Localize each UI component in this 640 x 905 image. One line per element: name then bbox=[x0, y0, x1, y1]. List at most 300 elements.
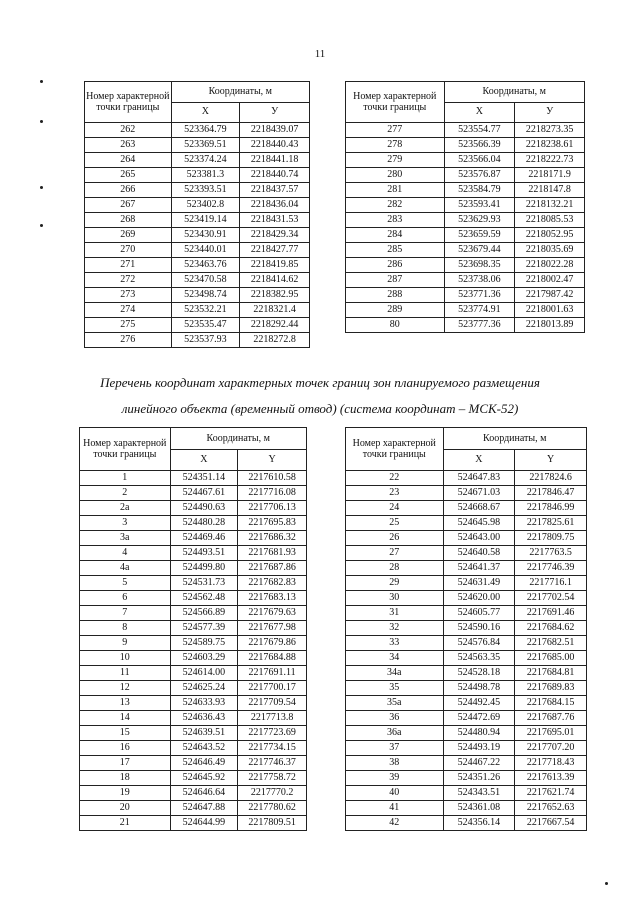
point-number-cell: 33 bbox=[346, 636, 444, 651]
y-coordinate-cell: 2217684.15 bbox=[515, 696, 587, 711]
y-coordinate-cell: 2217695.83 bbox=[238, 516, 307, 531]
table-row bbox=[80, 606, 307, 621]
x-coordinate-cell: 524647.88 bbox=[170, 801, 238, 816]
x-coordinate-cell: 524645.98 bbox=[443, 516, 515, 531]
table-row bbox=[80, 516, 307, 531]
table-row bbox=[80, 771, 307, 786]
table-row bbox=[80, 801, 307, 816]
x-coordinate-cell: 523532.21 bbox=[171, 303, 240, 318]
coordinates-header: Координаты, м bbox=[171, 82, 309, 103]
x-coordinate-cell: 524645.92 bbox=[170, 771, 238, 786]
y-coordinate-cell: 2217682.51 bbox=[515, 636, 587, 651]
x-coordinate-cell: 524644.99 bbox=[170, 816, 238, 831]
x-coordinate-cell: 524480.28 bbox=[170, 516, 238, 531]
x-coordinate-cell: 524490.63 bbox=[170, 501, 238, 516]
y-coordinate-cell: 2217709.54 bbox=[238, 696, 307, 711]
table-row bbox=[85, 228, 310, 243]
table-row bbox=[80, 531, 307, 546]
table-row bbox=[346, 621, 587, 636]
margin-mark bbox=[40, 80, 43, 83]
point-number-cell: 20 bbox=[80, 801, 171, 816]
page-number: 11 bbox=[314, 48, 326, 60]
point-number-cell: 25 bbox=[346, 516, 444, 531]
x-coordinate-cell: 524633.93 bbox=[170, 696, 238, 711]
table-row bbox=[346, 636, 587, 651]
table-row bbox=[80, 651, 307, 666]
point-number-cell: 39 bbox=[346, 771, 444, 786]
x-coordinate-cell: 523771.36 bbox=[444, 288, 515, 303]
table-row bbox=[346, 153, 585, 168]
table-row bbox=[346, 711, 587, 726]
table-row bbox=[346, 591, 587, 606]
table-row bbox=[80, 741, 307, 756]
y-coordinate-cell: 2218436.04 bbox=[240, 198, 310, 213]
x-coordinate-cell: 524668.67 bbox=[443, 501, 515, 516]
table-row bbox=[346, 213, 585, 228]
x-header: Х bbox=[171, 102, 240, 123]
table-row bbox=[346, 531, 587, 546]
table-row bbox=[85, 258, 310, 273]
table-row bbox=[80, 681, 307, 696]
x-coordinate-cell: 524589.75 bbox=[170, 636, 238, 651]
x-coordinate-cell: 524480.94 bbox=[443, 726, 515, 741]
point-number-cell: 34 bbox=[346, 651, 444, 666]
table-row bbox=[346, 471, 587, 486]
x-coordinate-cell: 524639.51 bbox=[170, 726, 238, 741]
table-row bbox=[346, 576, 587, 591]
table-row bbox=[85, 213, 310, 228]
table-row bbox=[80, 726, 307, 741]
point-number-cell: 12 bbox=[80, 681, 171, 696]
table-row bbox=[80, 711, 307, 726]
point-number-header: Номер характерной точки границы bbox=[346, 82, 445, 123]
point-number-cell: 262 bbox=[85, 123, 172, 138]
table-row bbox=[80, 486, 307, 501]
point-number-cell: 35 bbox=[346, 681, 444, 696]
table-row bbox=[346, 666, 587, 681]
y-coordinate-cell: 2217707.20 bbox=[515, 741, 587, 756]
table-row bbox=[80, 636, 307, 651]
point-number-cell: 21 bbox=[80, 816, 171, 831]
section-heading-line-2: линейного объекта (временный отвод) (система координат – МСК-52) bbox=[121, 401, 519, 416]
point-number-cell: 270 bbox=[85, 243, 172, 258]
point-number-cell: 1 bbox=[80, 471, 171, 486]
x-coordinate-cell: 524493.51 bbox=[170, 546, 238, 561]
x-coordinate-cell: 524577.39 bbox=[170, 621, 238, 636]
y-coordinate-cell: 2217682.83 bbox=[238, 576, 307, 591]
y-coordinate-cell: 2217684.88 bbox=[238, 651, 307, 666]
x-coordinate-cell: 523629.93 bbox=[444, 213, 515, 228]
table-row bbox=[80, 696, 307, 711]
y-coordinate-cell: 2217716.08 bbox=[238, 486, 307, 501]
y-coordinate-cell: 2218171.9 bbox=[515, 168, 585, 183]
point-number-cell: 283 bbox=[346, 213, 445, 228]
x-coordinate-cell: 523698.35 bbox=[444, 258, 515, 273]
y-coordinate-cell: 2217652.63 bbox=[515, 801, 587, 816]
coordinates-header: Координаты, м bbox=[444, 82, 584, 103]
coordinates-table-top-left bbox=[84, 81, 310, 348]
point-number-cell: 4а bbox=[80, 561, 171, 576]
coordinates-table-top-right bbox=[345, 81, 585, 333]
point-number-cell: 16 bbox=[80, 741, 171, 756]
table-row bbox=[85, 333, 310, 348]
table-row bbox=[346, 651, 587, 666]
point-number-cell: 268 bbox=[85, 213, 172, 228]
table-row bbox=[346, 816, 587, 831]
x-coordinate-cell: 524351.26 bbox=[443, 771, 515, 786]
margin-mark bbox=[605, 882, 608, 885]
x-coordinate-cell: 524643.00 bbox=[443, 531, 515, 546]
point-number-cell: 24 bbox=[346, 501, 444, 516]
y-coordinate-cell: 2218002.47 bbox=[515, 273, 585, 288]
y-coordinate-cell: 2218382.95 bbox=[240, 288, 310, 303]
y-coordinate-cell: 2217718.43 bbox=[515, 756, 587, 771]
table-row bbox=[346, 183, 585, 198]
margin-mark bbox=[40, 120, 43, 123]
y-coordinate-cell: 2218441.18 bbox=[240, 153, 310, 168]
table-row bbox=[346, 243, 585, 258]
point-number-cell: 267 bbox=[85, 198, 172, 213]
y-coordinate-cell: 2218273.35 bbox=[515, 123, 585, 138]
y-coordinate-cell: 2217681.93 bbox=[238, 546, 307, 561]
x-coordinate-cell: 524625.24 bbox=[170, 681, 238, 696]
table-row bbox=[346, 516, 587, 531]
x-coordinate-cell: 524614.00 bbox=[170, 666, 238, 681]
table-row bbox=[80, 501, 307, 516]
table-row bbox=[346, 696, 587, 711]
point-number-cell: 26 bbox=[346, 531, 444, 546]
point-number-cell: 42 bbox=[346, 816, 444, 831]
x-coordinate-cell: 524472.69 bbox=[443, 711, 515, 726]
y-coordinate-cell: 2218272.8 bbox=[240, 333, 310, 348]
table-row bbox=[346, 741, 587, 756]
point-number-cell: 284 bbox=[346, 228, 445, 243]
y-coordinate-cell: 2218292.44 bbox=[240, 318, 310, 333]
point-number-cell: 23 bbox=[346, 486, 444, 501]
y-coordinate-cell: 2217758.72 bbox=[238, 771, 307, 786]
y-coordinate-cell: 2217700.17 bbox=[238, 681, 307, 696]
y-coordinate-cell: 2217809.75 bbox=[515, 531, 587, 546]
table-row bbox=[346, 258, 585, 273]
point-number-cell: 279 bbox=[346, 153, 445, 168]
table-row bbox=[85, 168, 310, 183]
x-coordinate-cell: 524671.03 bbox=[443, 486, 515, 501]
table-row bbox=[346, 138, 585, 153]
x-coordinate-cell: 524563.35 bbox=[443, 651, 515, 666]
point-number-header: Номер характерной точки границы bbox=[346, 428, 444, 471]
x-coordinate-cell: 523537.93 bbox=[171, 333, 240, 348]
coordinates-header: Координаты, м bbox=[170, 428, 306, 450]
point-number-cell: 271 bbox=[85, 258, 172, 273]
x-coordinate-cell: 523566.04 bbox=[444, 153, 515, 168]
y-header: Y bbox=[515, 450, 587, 471]
y-coordinate-cell: 2217746.39 bbox=[515, 561, 587, 576]
table-row bbox=[346, 606, 587, 621]
x-coordinate-cell: 523374.24 bbox=[171, 153, 240, 168]
point-number-cell: 27 bbox=[346, 546, 444, 561]
coordinates-table-bottom-left bbox=[79, 427, 307, 831]
y-coordinate-cell: 2217706.13 bbox=[238, 501, 307, 516]
x-coordinate-cell: 523440.01 bbox=[171, 243, 240, 258]
x-coordinate-cell: 524469.46 bbox=[170, 531, 238, 546]
point-number-cell: 31 bbox=[346, 606, 444, 621]
x-coordinate-cell: 523535.47 bbox=[171, 318, 240, 333]
table-row bbox=[85, 303, 310, 318]
point-number-cell: 278 bbox=[346, 138, 445, 153]
point-number-cell: 286 bbox=[346, 258, 445, 273]
y-coordinate-cell: 2217687.76 bbox=[515, 711, 587, 726]
y-header: У bbox=[240, 102, 310, 123]
point-number-cell: 281 bbox=[346, 183, 445, 198]
point-number-cell: 4 bbox=[80, 546, 171, 561]
x-coordinate-cell: 524351.14 bbox=[170, 471, 238, 486]
y-coordinate-cell: 2217809.51 bbox=[238, 816, 307, 831]
point-number-cell: 272 bbox=[85, 273, 172, 288]
y-coordinate-cell: 2218238.61 bbox=[515, 138, 585, 153]
coordinates-table-bottom-right bbox=[345, 427, 587, 831]
x-coordinate-cell: 523584.79 bbox=[444, 183, 515, 198]
point-number-cell: 7 bbox=[80, 606, 171, 621]
point-number-cell: 275 bbox=[85, 318, 172, 333]
x-coordinate-cell: 524498.78 bbox=[443, 681, 515, 696]
y-coordinate-cell: 2217667.54 bbox=[515, 816, 587, 831]
y-coordinate-cell: 2217689.83 bbox=[515, 681, 587, 696]
x-coordinate-cell: 523419.14 bbox=[171, 213, 240, 228]
y-coordinate-cell: 2217679.63 bbox=[238, 606, 307, 621]
point-number-cell: 266 bbox=[85, 183, 172, 198]
point-number-cell: 11 bbox=[80, 666, 171, 681]
table-row bbox=[346, 546, 587, 561]
point-number-cell: 2а bbox=[80, 501, 171, 516]
point-number-cell: 285 bbox=[346, 243, 445, 258]
point-number-cell: 38 bbox=[346, 756, 444, 771]
x-coordinate-cell: 524646.49 bbox=[170, 756, 238, 771]
point-number-cell: 289 bbox=[346, 303, 445, 318]
y-coordinate-cell: 2218321.4 bbox=[240, 303, 310, 318]
x-coordinate-cell: 523402.8 bbox=[171, 198, 240, 213]
point-number-cell: 22 bbox=[346, 471, 444, 486]
x-coordinate-cell: 524647.83 bbox=[443, 471, 515, 486]
table-row bbox=[346, 303, 585, 318]
point-number-cell: 2 bbox=[80, 486, 171, 501]
table-row bbox=[80, 666, 307, 681]
x-header: X bbox=[444, 102, 515, 123]
point-number-header: Номер характерной точки границы bbox=[80, 428, 171, 471]
table-row bbox=[85, 123, 310, 138]
y-coordinate-cell: 2217716.1 bbox=[515, 576, 587, 591]
x-coordinate-cell: 523659.59 bbox=[444, 228, 515, 243]
point-number-cell: 276 bbox=[85, 333, 172, 348]
x-coordinate-cell: 523738.06 bbox=[444, 273, 515, 288]
y-coordinate-cell: 2217684.81 bbox=[515, 666, 587, 681]
point-number-cell: 36 bbox=[346, 711, 444, 726]
y-coordinate-cell: 2217713.8 bbox=[238, 711, 307, 726]
table-row bbox=[346, 786, 587, 801]
y-coordinate-cell: 2217683.13 bbox=[238, 591, 307, 606]
table-row bbox=[85, 273, 310, 288]
point-number-cell: 277 bbox=[346, 123, 445, 138]
y-header: Y bbox=[238, 450, 307, 471]
x-coordinate-cell: 523393.51 bbox=[171, 183, 240, 198]
point-number-cell: 10 bbox=[80, 651, 171, 666]
x-coordinate-cell: 524566.89 bbox=[170, 606, 238, 621]
x-coordinate-cell: 524562.48 bbox=[170, 591, 238, 606]
table-row bbox=[80, 756, 307, 771]
y-coordinate-cell: 2217746.37 bbox=[238, 756, 307, 771]
y-coordinate-cell: 2218440.74 bbox=[240, 168, 310, 183]
y-coordinate-cell: 2218437.57 bbox=[240, 183, 310, 198]
x-coordinate-cell: 523593.41 bbox=[444, 198, 515, 213]
y-coordinate-cell: 2217691.46 bbox=[515, 606, 587, 621]
table-row bbox=[346, 681, 587, 696]
table-row bbox=[346, 486, 587, 501]
x-coordinate-cell: 523774.91 bbox=[444, 303, 515, 318]
y-coordinate-cell: 2217770.2 bbox=[238, 786, 307, 801]
table-row bbox=[346, 288, 585, 303]
x-coordinate-cell: 524499.80 bbox=[170, 561, 238, 576]
table-row bbox=[346, 561, 587, 576]
point-number-cell: 273 bbox=[85, 288, 172, 303]
y-coordinate-cell: 2217825.61 bbox=[515, 516, 587, 531]
x-coordinate-cell: 524643.52 bbox=[170, 741, 238, 756]
x-coordinate-cell: 524631.49 bbox=[443, 576, 515, 591]
x-coordinate-cell: 524641.37 bbox=[443, 561, 515, 576]
point-number-cell: 29 bbox=[346, 576, 444, 591]
table-row bbox=[346, 123, 585, 138]
point-number-cell: 14 bbox=[80, 711, 171, 726]
x-coordinate-cell: 524361.08 bbox=[443, 801, 515, 816]
y-coordinate-cell: 2217723.69 bbox=[238, 726, 307, 741]
x-coordinate-cell: 523679.44 bbox=[444, 243, 515, 258]
margin-mark bbox=[40, 186, 43, 189]
point-number-cell: 15 bbox=[80, 726, 171, 741]
x-coordinate-cell: 523566.39 bbox=[444, 138, 515, 153]
table-row bbox=[346, 273, 585, 288]
x-coordinate-cell: 524576.84 bbox=[443, 636, 515, 651]
table-row bbox=[346, 726, 587, 741]
x-coordinate-cell: 523369.51 bbox=[171, 138, 240, 153]
table-row bbox=[80, 471, 307, 486]
x-coordinate-cell: 524467.22 bbox=[443, 756, 515, 771]
x-coordinate-cell: 524636.43 bbox=[170, 711, 238, 726]
point-number-cell: 265 bbox=[85, 168, 172, 183]
table-row bbox=[346, 318, 585, 333]
x-coordinate-cell: 523576.87 bbox=[444, 168, 515, 183]
point-number-cell: 32 bbox=[346, 621, 444, 636]
point-number-cell: 287 bbox=[346, 273, 445, 288]
y-coordinate-cell: 2218427.77 bbox=[240, 243, 310, 258]
point-number-cell: 269 bbox=[85, 228, 172, 243]
point-number-cell: 17 bbox=[80, 756, 171, 771]
x-coordinate-cell: 523777.36 bbox=[444, 318, 515, 333]
x-coordinate-cell: 524493.19 bbox=[443, 741, 515, 756]
x-coordinate-cell: 523381.3 bbox=[171, 168, 240, 183]
point-number-cell: 40 bbox=[346, 786, 444, 801]
y-coordinate-cell: 2217687.86 bbox=[238, 561, 307, 576]
x-coordinate-cell: 524605.77 bbox=[443, 606, 515, 621]
table-row bbox=[80, 816, 307, 831]
x-coordinate-cell: 524528.18 bbox=[443, 666, 515, 681]
y-coordinate-cell: 2217610.58 bbox=[238, 471, 307, 486]
table-row bbox=[346, 501, 587, 516]
point-number-cell: 30 bbox=[346, 591, 444, 606]
point-number-cell: 5 bbox=[80, 576, 171, 591]
point-number-cell: 13 bbox=[80, 696, 171, 711]
y-coordinate-cell: 2217685.00 bbox=[515, 651, 587, 666]
y-coordinate-cell: 2217621.74 bbox=[515, 786, 587, 801]
point-number-header: Номер характерной точки границы bbox=[85, 82, 172, 123]
point-number-cell: 35а bbox=[346, 696, 444, 711]
x-coordinate-cell: 524531.73 bbox=[170, 576, 238, 591]
x-coordinate-cell: 524603.29 bbox=[170, 651, 238, 666]
point-number-cell: 34а bbox=[346, 666, 444, 681]
y-coordinate-cell: 2218414.62 bbox=[240, 273, 310, 288]
x-coordinate-cell: 524356.14 bbox=[443, 816, 515, 831]
table-row bbox=[346, 168, 585, 183]
y-header: У bbox=[515, 102, 585, 123]
point-number-cell: 41 bbox=[346, 801, 444, 816]
y-coordinate-cell: 2218022.28 bbox=[515, 258, 585, 273]
x-coordinate-cell: 524467.61 bbox=[170, 486, 238, 501]
y-coordinate-cell: 2218147.8 bbox=[515, 183, 585, 198]
y-coordinate-cell: 2217824.6 bbox=[515, 471, 587, 486]
table-row bbox=[80, 621, 307, 636]
point-number-cell: 37 bbox=[346, 741, 444, 756]
y-coordinate-cell: 2218429.34 bbox=[240, 228, 310, 243]
x-coordinate-cell: 524343.51 bbox=[443, 786, 515, 801]
y-coordinate-cell: 2217780.62 bbox=[238, 801, 307, 816]
x-coordinate-cell: 524646.64 bbox=[170, 786, 238, 801]
table-row bbox=[80, 561, 307, 576]
y-coordinate-cell: 2217684.62 bbox=[515, 621, 587, 636]
table-row bbox=[85, 288, 310, 303]
y-coordinate-cell: 2217686.32 bbox=[238, 531, 307, 546]
x-header: X bbox=[443, 450, 515, 471]
y-coordinate-cell: 2218085.53 bbox=[515, 213, 585, 228]
y-coordinate-cell: 2217846.99 bbox=[515, 501, 587, 516]
x-coordinate-cell: 524492.45 bbox=[443, 696, 515, 711]
point-number-cell: 8 bbox=[80, 621, 171, 636]
table-row bbox=[80, 546, 307, 561]
table-row bbox=[80, 576, 307, 591]
point-number-cell: 263 bbox=[85, 138, 172, 153]
point-number-cell: 18 bbox=[80, 771, 171, 786]
table-row bbox=[346, 801, 587, 816]
point-number-cell: 9 bbox=[80, 636, 171, 651]
y-coordinate-cell: 2217691.11 bbox=[238, 666, 307, 681]
point-number-cell: 3 bbox=[80, 516, 171, 531]
coordinates-header: Координаты, м bbox=[443, 428, 586, 450]
y-coordinate-cell: 2217734.15 bbox=[238, 741, 307, 756]
point-number-cell: 264 bbox=[85, 153, 172, 168]
point-number-cell: 282 bbox=[346, 198, 445, 213]
point-number-cell: 19 bbox=[80, 786, 171, 801]
point-number-cell: 274 bbox=[85, 303, 172, 318]
table-row bbox=[346, 756, 587, 771]
y-coordinate-cell: 2218440.43 bbox=[240, 138, 310, 153]
table-row bbox=[346, 771, 587, 786]
y-coordinate-cell: 2218013.89 bbox=[515, 318, 585, 333]
x-coordinate-cell: 523554.77 bbox=[444, 123, 515, 138]
y-coordinate-cell: 2218222.73 bbox=[515, 153, 585, 168]
x-coordinate-cell: 523430.91 bbox=[171, 228, 240, 243]
y-coordinate-cell: 2217702.54 bbox=[515, 591, 587, 606]
y-coordinate-cell: 2218001.63 bbox=[515, 303, 585, 318]
table-row bbox=[80, 591, 307, 606]
point-number-cell: 288 bbox=[346, 288, 445, 303]
y-coordinate-cell: 2217763.5 bbox=[515, 546, 587, 561]
y-coordinate-cell: 2218439.07 bbox=[240, 123, 310, 138]
